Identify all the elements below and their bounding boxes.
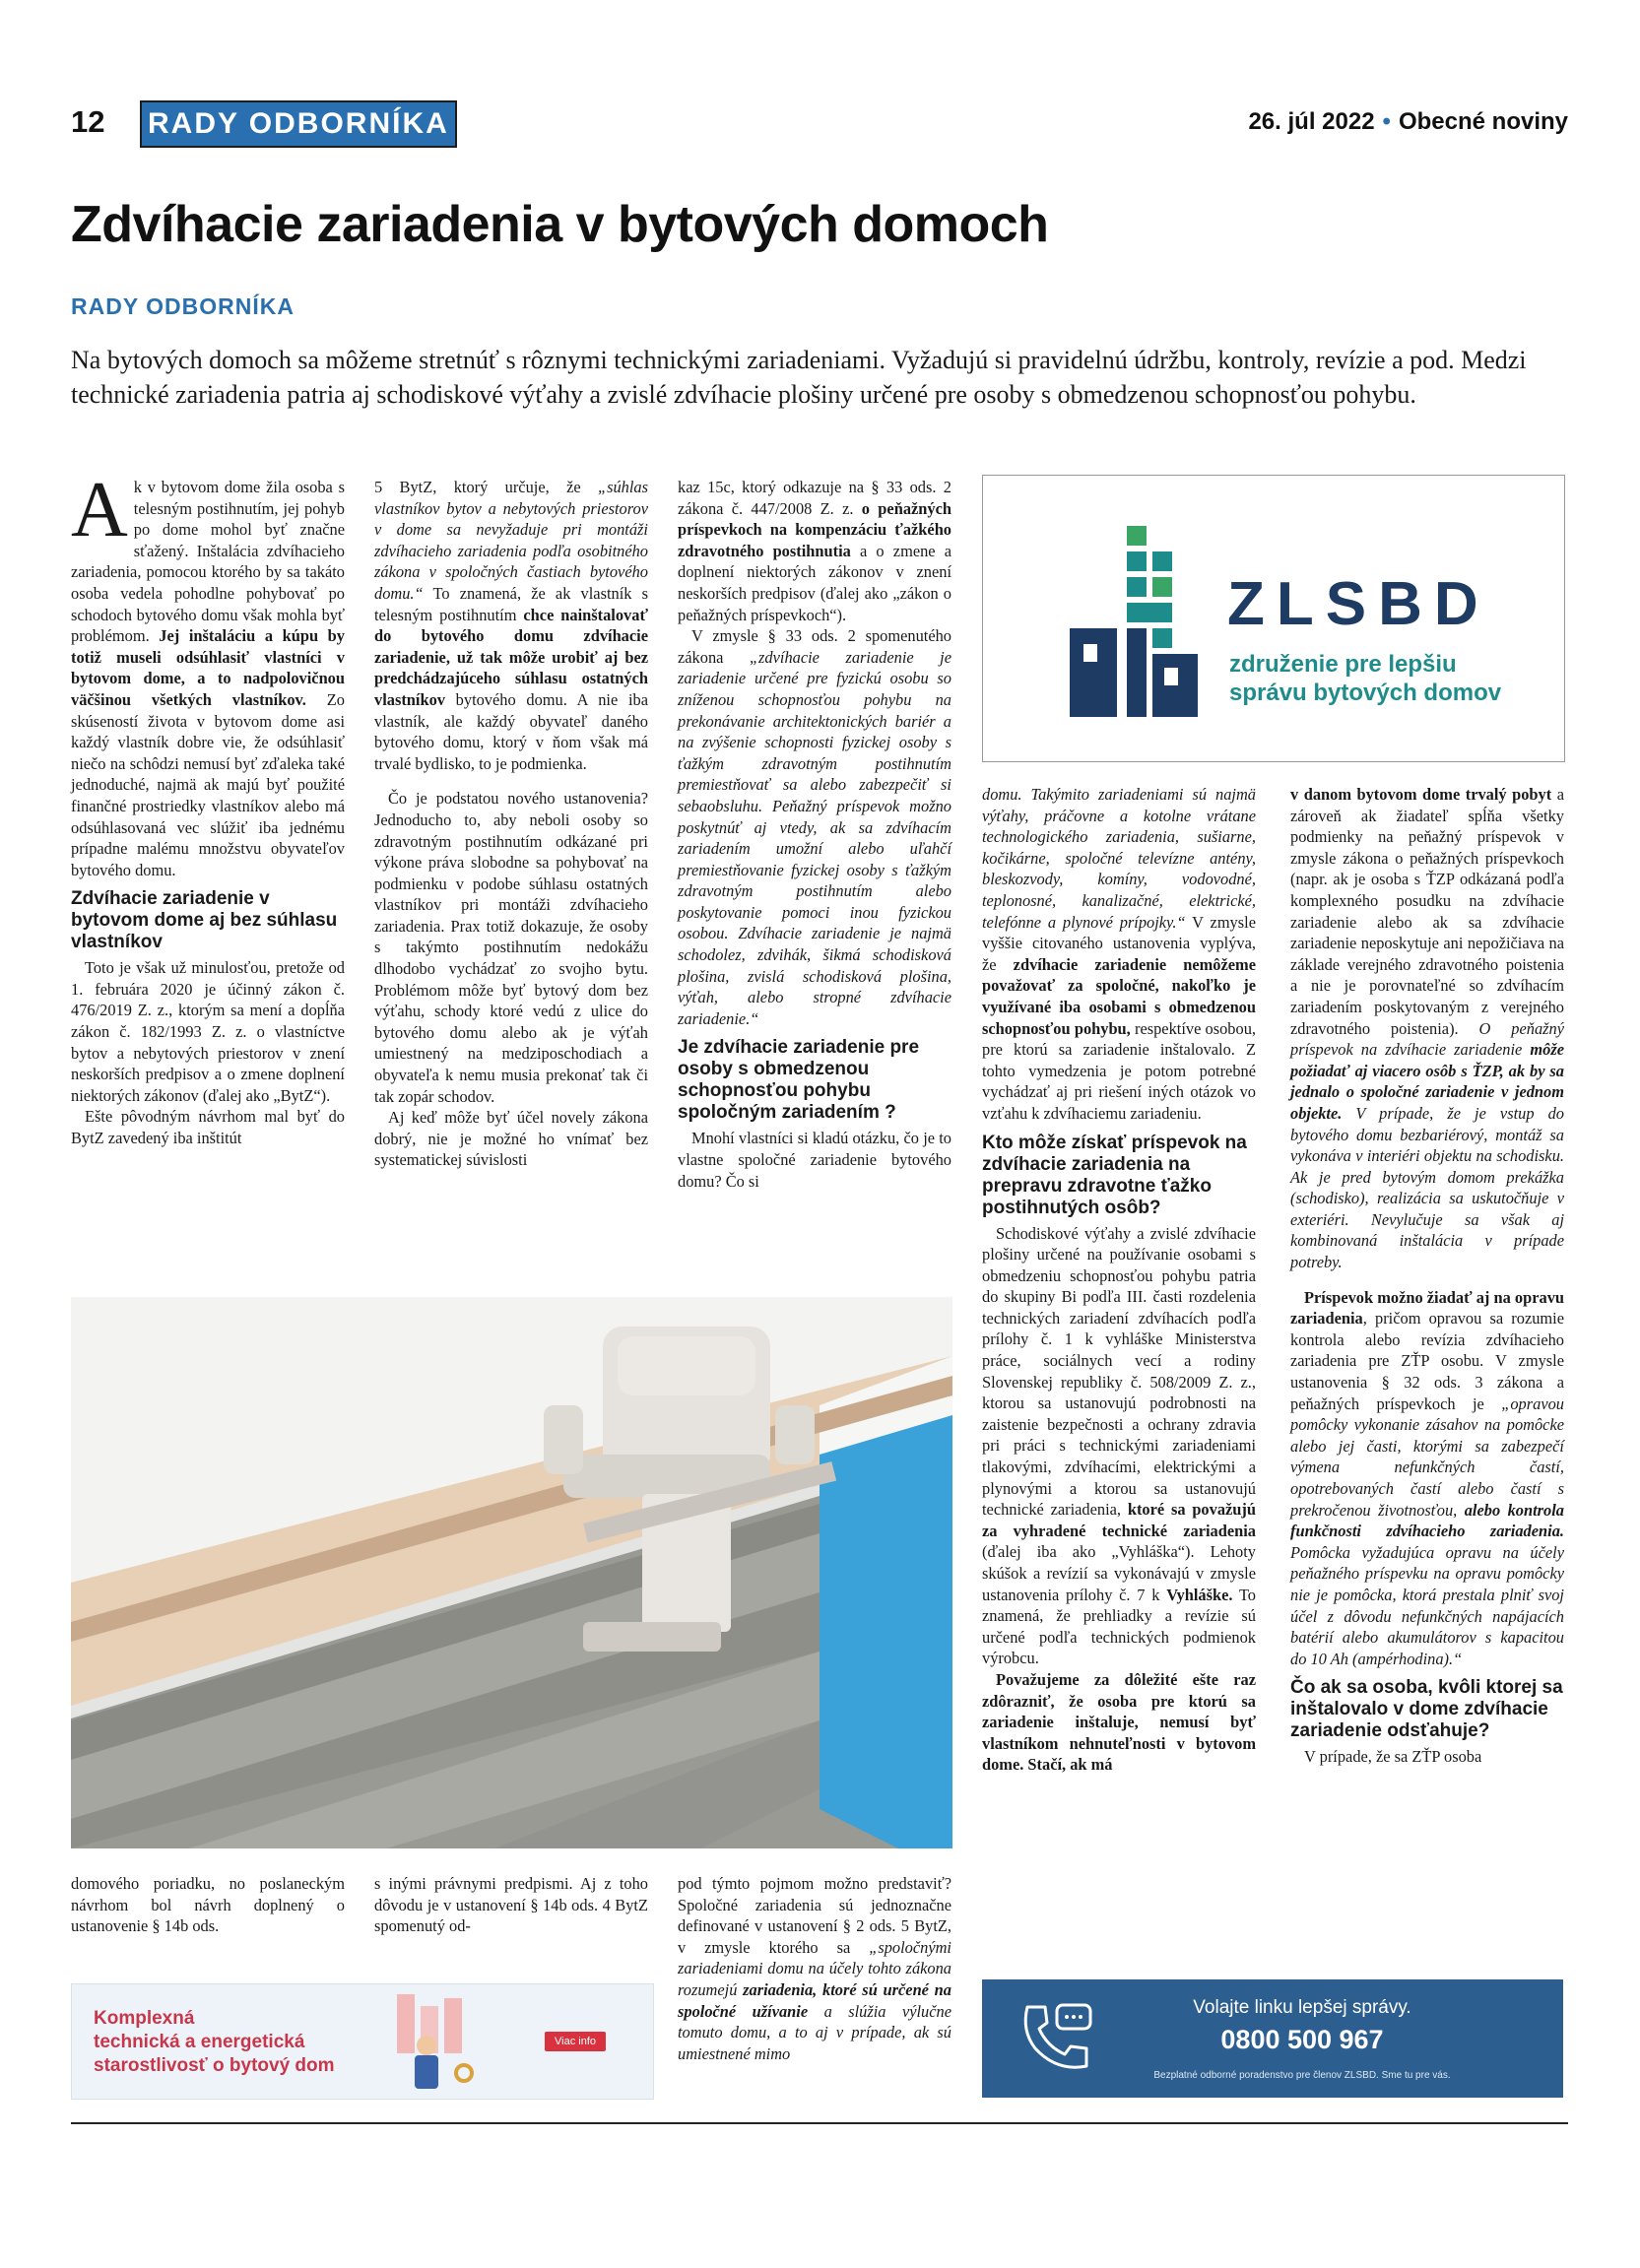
paragraph: V zmysle § 33 ods. 2 spomenutého zákona „zdvíhacie zariadenie je zariadenie určené pre fyzickú osobu so zníženou schopnosťou pohybu na prekonávanie architektonických bariér a na zvýšenie schopnosti fyzickej osoby s ťažkým zdravotným postihnutím premiestňovať sa alebo zabezpečiť si sebaobsluhu. Peňažný príspevok možno poskytnúť aj vtedy, ak sa zdvíhacím zariadením umožní alebo uľahčí premiestňovanie fyzickej osoby s ťažkým zdravotným postihnutím alebo poskytovanie pomoci inou fyzickou osobou. Zdvíhacie zariadenie je najmä schodolez, zdvihák, šikmá schodisková plošina, zvislá schodisková plošina, výťah, alebo stropné zdvíhacie zariadenie.“: [678, 626, 951, 1028]
paragraph: domu. Takýmito zariadeniami sú najmä výťahy, práčovne a kotolne vrátane technologického zariadenia, sušiarne, kočikárne, spoločné televízne antény, bleskozvody, komíny, vodovodné, teplonosné, kanalizačné, elektrické, telefónne a plynové prípojky.“ V zmysle vyššie citovaného ustanovenia vyplýva, že zdvíhacie zariadenie nemôžeme považovať za spoločné, nakoľko je využívané iba osobami s obmedzenou schopnosťou pohybu, respektíve osobou, pre ktorú sa zariadenie inštalovalo. Z tohto vymedzenia je potom potrebné vychádzať aj pri riešení iných otázok vo vzťahu k zdvíhaciemu zariadeniu.: [982, 785, 1256, 1123]
article-byline: RADY ODBORNÍKA: [71, 293, 295, 319]
separator: •: [1382, 108, 1391, 135]
issue-date: 26. júl 2022: [1248, 108, 1375, 135]
ad-left-line-3: starostlivosť o bytový dom: [94, 2055, 335, 2076]
paragraph: 5 BytZ, ktorý určuje, že „súhlas vlastníkov bytov a nebytových priestorov v dome sa nevyžaduje pri montáži zdvíhacieho zariadenia podľa osobitného zákona v spoločných častiach bytového domu.“ To znamená, že ak vlastník s telesným postihnutím chce nainštalovať do bytového domu zdvíhacie zariadenie, už tak môže urobiť aj bez predchádzajúceho súhlasu ostatných vlastníkov bytového domu. A nie iba vlastník, ale každý obyvateľ daného bytového domu, ktorý v ňom však má trvalé bydlisko, to je podmienka.: [374, 478, 648, 773]
zlsbd-logo-box: [982, 475, 1565, 762]
zlsbd-name: ZLSBD: [1227, 570, 1490, 638]
helpline-headline: Volajte linku lepšej správy.: [1193, 1997, 1411, 2018]
page-header: [71, 98, 1568, 154]
column-2-continued: [374, 1873, 648, 1937]
ad-technical-care[interactable]: [71, 1983, 654, 2100]
ad-left-line-1: Komplexná: [94, 2008, 195, 2029]
subheading: Kto môže získať príspevok na zdvíhacie zariadenia na prepravu zdravotne ťažko postihnutých osôb?: [982, 1132, 1247, 1218]
page-number: 12: [71, 104, 105, 139]
paragraph: Príspevok možno žiadať aj na opravu zariadenia, pričom opravou sa rozumie kontrola alebo revízia zdvíhacieho zariadenia pre ZŤP osobu. V zmysle ustanovenia § 32 ods. 3 zákona a peňažných príspevkoch je „opravou pomôcky vykonanie zásahov na pomôcke alebo jej časti, ktorými sa zabezpečí výmena nefunkčných častí, opotrebovaných častí alebo častí s prekročenou životnosťou, alebo kontrola funkčnosti zdvíhacieho zariadenia. Pomôcka vyžadujúca opravu na účely peňažného príspevku na opravu pomôcky nie je pomôcka, ktorá prestala plniť svoj účel z dôvodu nefunkčných napájacích batérií alebo akumulátorov s kapacitou do 10 Ah (ampérhodina).“: [1290, 1287, 1564, 1668]
stairlift-illustration: [71, 1297, 952, 1848]
column-3: [678, 477, 951, 1192]
paragraph: Schodiskové výťahy a zvislé zdvíhacie plošiny určené na používanie osobami s obmedzeniu schopnosťou pohybu patria do skupiny Bi podľa III. časti rozdelenia technických zariadení zdvíhacích podľa prílohy č. 1 k vyhláške Ministerstva práce, sociálnych vecí a rodiny Slovenskej republiky č. 508/2009 Z. z., ktorou sa ustanovujú podrobnosti na zaistenie bezpečnosti a ochrany zdravia pri práci s technickými zariadeniami tlakovými, zdvíhacími, elektrickými a plynovými a ktorou sa ustanovujú technické zariadenia, ktoré sa považujú za vyhradené technické zariadenia (ďalej iba ako „Vyhláška“). Lehoty skúšok a revízií sa vykonávajú v zmysle ustanovenia prílohy č. 7 k Vyhláške. To znamená, že prehliadky a revízie sú určené podľa technických podmienok výrobcu.: [982, 1223, 1256, 1668]
paragraph: s inými právnymi predpismi. Aj z toho dôvodu je v ustanovení § 14b ods. 4 BytZ spomenutý od-: [374, 1874, 648, 1936]
ad-helpline[interactable]: [982, 1979, 1563, 2098]
subheading: Čo ak sa osoba, kvôli ktorej sa inštalovalo v dome zdvíhacie zariadenie odsťahuje?: [1290, 1677, 1563, 1742]
more-info-button[interactable]: Viac info: [545, 2032, 606, 2051]
section-label: RADY ODBORNÍKA: [140, 100, 457, 148]
helpline-footnote: Bezplatné odborné poradenstvo pre členov ZLSBD. Sme tu pre vás.: [1153, 2070, 1451, 2081]
paragraph: Čo je podstatou nového ustanovenia? Jednoducho to, aby neboli osoby so zdravotným postihnutím odkázané pri výkone práva slobodne sa pohybovať na podmienku v podobe súhlasu ostatných vlastníkov pri montáži zdvíhacieho zariadenia. Prax totiž dokazuje, že osoby s takýmto postihnutím nedokážu dlhodobo vychádzať zo svojho bytu. Problémom môže byť bytový dom bez výťahu, schody ktoré vedú z ulice do bytového domu alebo ak je výťah umiestnený na medziposchodiach a obyvateľa k nemu musia prekonať tak či tak zopár schodov.: [374, 789, 648, 1106]
column-1: [71, 467, 345, 1149]
article-lead: Na bytových domoch sa môžeme stretnúť s rôznymi technickými zariadeniami. Vyžadujú si pravidelnú údržbu, kontroly, revízie a pod. Medzi technické zariadenia patria aj schodiskové výťahy a zvislé zdvíhacie plošiny určené pre osoby s obmedzenou schopnosťou pohybu.: [71, 346, 1527, 409]
column-5: [1290, 784, 1564, 1768]
column-4: [982, 784, 1256, 1776]
zlsbd-tagline-2: správu bytových domov: [1229, 680, 1502, 706]
subheading: Je zdvíhacie zariadenie pre osoby s obmedzenou schopnosťou pohybu spoločným zariadením ?: [678, 1037, 920, 1124]
issue-info: [1248, 108, 1568, 136]
helpline-phone[interactable]: 0800 500 967: [1220, 2025, 1384, 2054]
paragraph: Aj keď môže byť účel novely zákona dobrý, nie je možné ho vnímať bez systematickej súvislosti: [374, 1108, 648, 1170]
paragraph: pod týmto pojmom možno predstaviť? Spoločné zariadenia sú jednoznačne definované v ustanovení § 2 ods. 5 BytZ, v zmysle ktorého sa „spoločnými zariadeniami domu na účely tohto zákona rozumejú zariadenia, ktoré sú určené na spoločné užívanie a slúžia výlučne tomuto domu, a to aj v prípade, ak sú umiestnené mimo: [678, 1874, 951, 2063]
zlsbd-building-logo-icon: [1070, 520, 1208, 717]
ad-left-line-2: technická a energetická: [94, 2032, 305, 2052]
subheading: Zdvíhacie zariadenie v bytovom dome aj bez súhlasu vlastníkov: [71, 888, 338, 953]
stairlift-photo: [71, 1297, 952, 1848]
paragraph: Ešte pôvodným návrhom mal byť do BytZ zavedený iba inštitút: [71, 1107, 345, 1148]
publication-name: Obecné noviny: [1398, 108, 1568, 135]
bottom-divider: [71, 2122, 1568, 2124]
worker-icon: [367, 1984, 486, 2099]
paragraph: Mnohí vlastníci si kladú otázku, čo je to vlastne spoločné zariadenie bytového domu? Čo si: [678, 1129, 951, 1191]
paragraph: V prípade, že sa ZŤP osoba: [1304, 1747, 1482, 1767]
paragraph: Toto je však už minulosťou, pretože od 1. februára 2020 je účinný zákon č. 476/2019 Z. z., ktorým sa mení a dopĺňa zákon č. 182/1993 Z. z. o vlastníctve bytov a nebytových priestorov v znení neskorších predpisov a o zmene doplnení niektorých zákonov (ďalej ako „BytZ“).: [71, 958, 345, 1105]
zlsbd-tagline-1: združenie pre lepšiu: [1229, 651, 1457, 678]
paragraph: v danom bytovom dome trvalý pobyt a zároveň ak žiadateľ spĺňa všetky podmienky na peňažný príspevok v zmysle zákona o peňažných príspevkoch (napr. ak je osoba s ŤZP odkázaná podľa komplexného posudku na zdvíhacie zariadenie alebo ak sa zdvíhacie zariadenie neposkytuje ani nepožičiava na základe verejného zdravotného poistenia a nie je porovnateľné so zdvíhacím zariadením poskytovaným z verejného zdravotného poistenia). O peňažný príspevok na zdvíhacie zariadenie môže požiadať aj viacero osôb s ŤZP, ak by sa jednalo o spoločné zariadenie v jednom objekte. V prípade, že je vstup do bytového domu bezbariérový, montáž sa vykonáva v interiéri objektu na schodisku. Ak je pred bytovým domom prekážka (schodisko), realizácia sa uskutočňuje v exteriéri. Nevylučuje sa však aj kombinovaná inštalácia v prípade potreby.: [1290, 785, 1564, 1272]
paragraph: Považujeme za dôležité ešte raz zdôrazniť, že osoba pre ktorú sa zariadenie inštaluje, nemusí byť vlastníkom nehnuteľnosti v bytovom dome. Stačí, ak má: [982, 1669, 1256, 1775]
article-title: Zdvíhacie zariadenia v bytových domoch: [71, 196, 1049, 253]
paragraph: Ak v bytovom dome žila osoba s telesným postihnutím, jej pohyb po dome mohol byť značne sťažený. Inštalácia zdvíhacieho zariadenia, pomocou ktorého by sa takáto osoba vedela pohodlne pohybovať po schodoch bytového domu však mohla byť problémom. Jej inštaláciu a kúpu by totiž museli odsúhlasiť vlastníci v bytovom dome, a to nadpolovičnou väčšinou všetkých vlastníkov. Zo skúseností života v bytovom dome asi každý vlastník dobre vie, že odsúhlasiť niečo na schôdzi nemusí byť zďaleka také jednoduché, najmä ak majú byť použité finančné prostriedky vlastníkov alebo má odsúhlasovaná vec slúžiť iba jednému prípadne malému množstvu obyvateľov bytového domu.: [71, 467, 345, 879]
paragraph: domového poriadku, no poslaneckým návrhom bol návrh doplnený o ustanovenie § 14b ods.: [71, 1874, 345, 1936]
column-1-continued: [71, 1873, 345, 1937]
paragraph: kaz 15c, ktorý odkazuje na § 33 ods. 2 zákona č. 447/2008 Z. z. o peňažných príspevkoch na kompenzáciu ťažkého zdravotného postihnutia a o zmene a doplnení niektorých zákonov v znení neskorších predpisov (ďalej ako „zákon o peňažných príspevkoch“).: [678, 478, 951, 624]
column-3-continued: [678, 1873, 951, 2064]
drop-cap: A: [71, 467, 128, 553]
column-2: [374, 477, 648, 1171]
